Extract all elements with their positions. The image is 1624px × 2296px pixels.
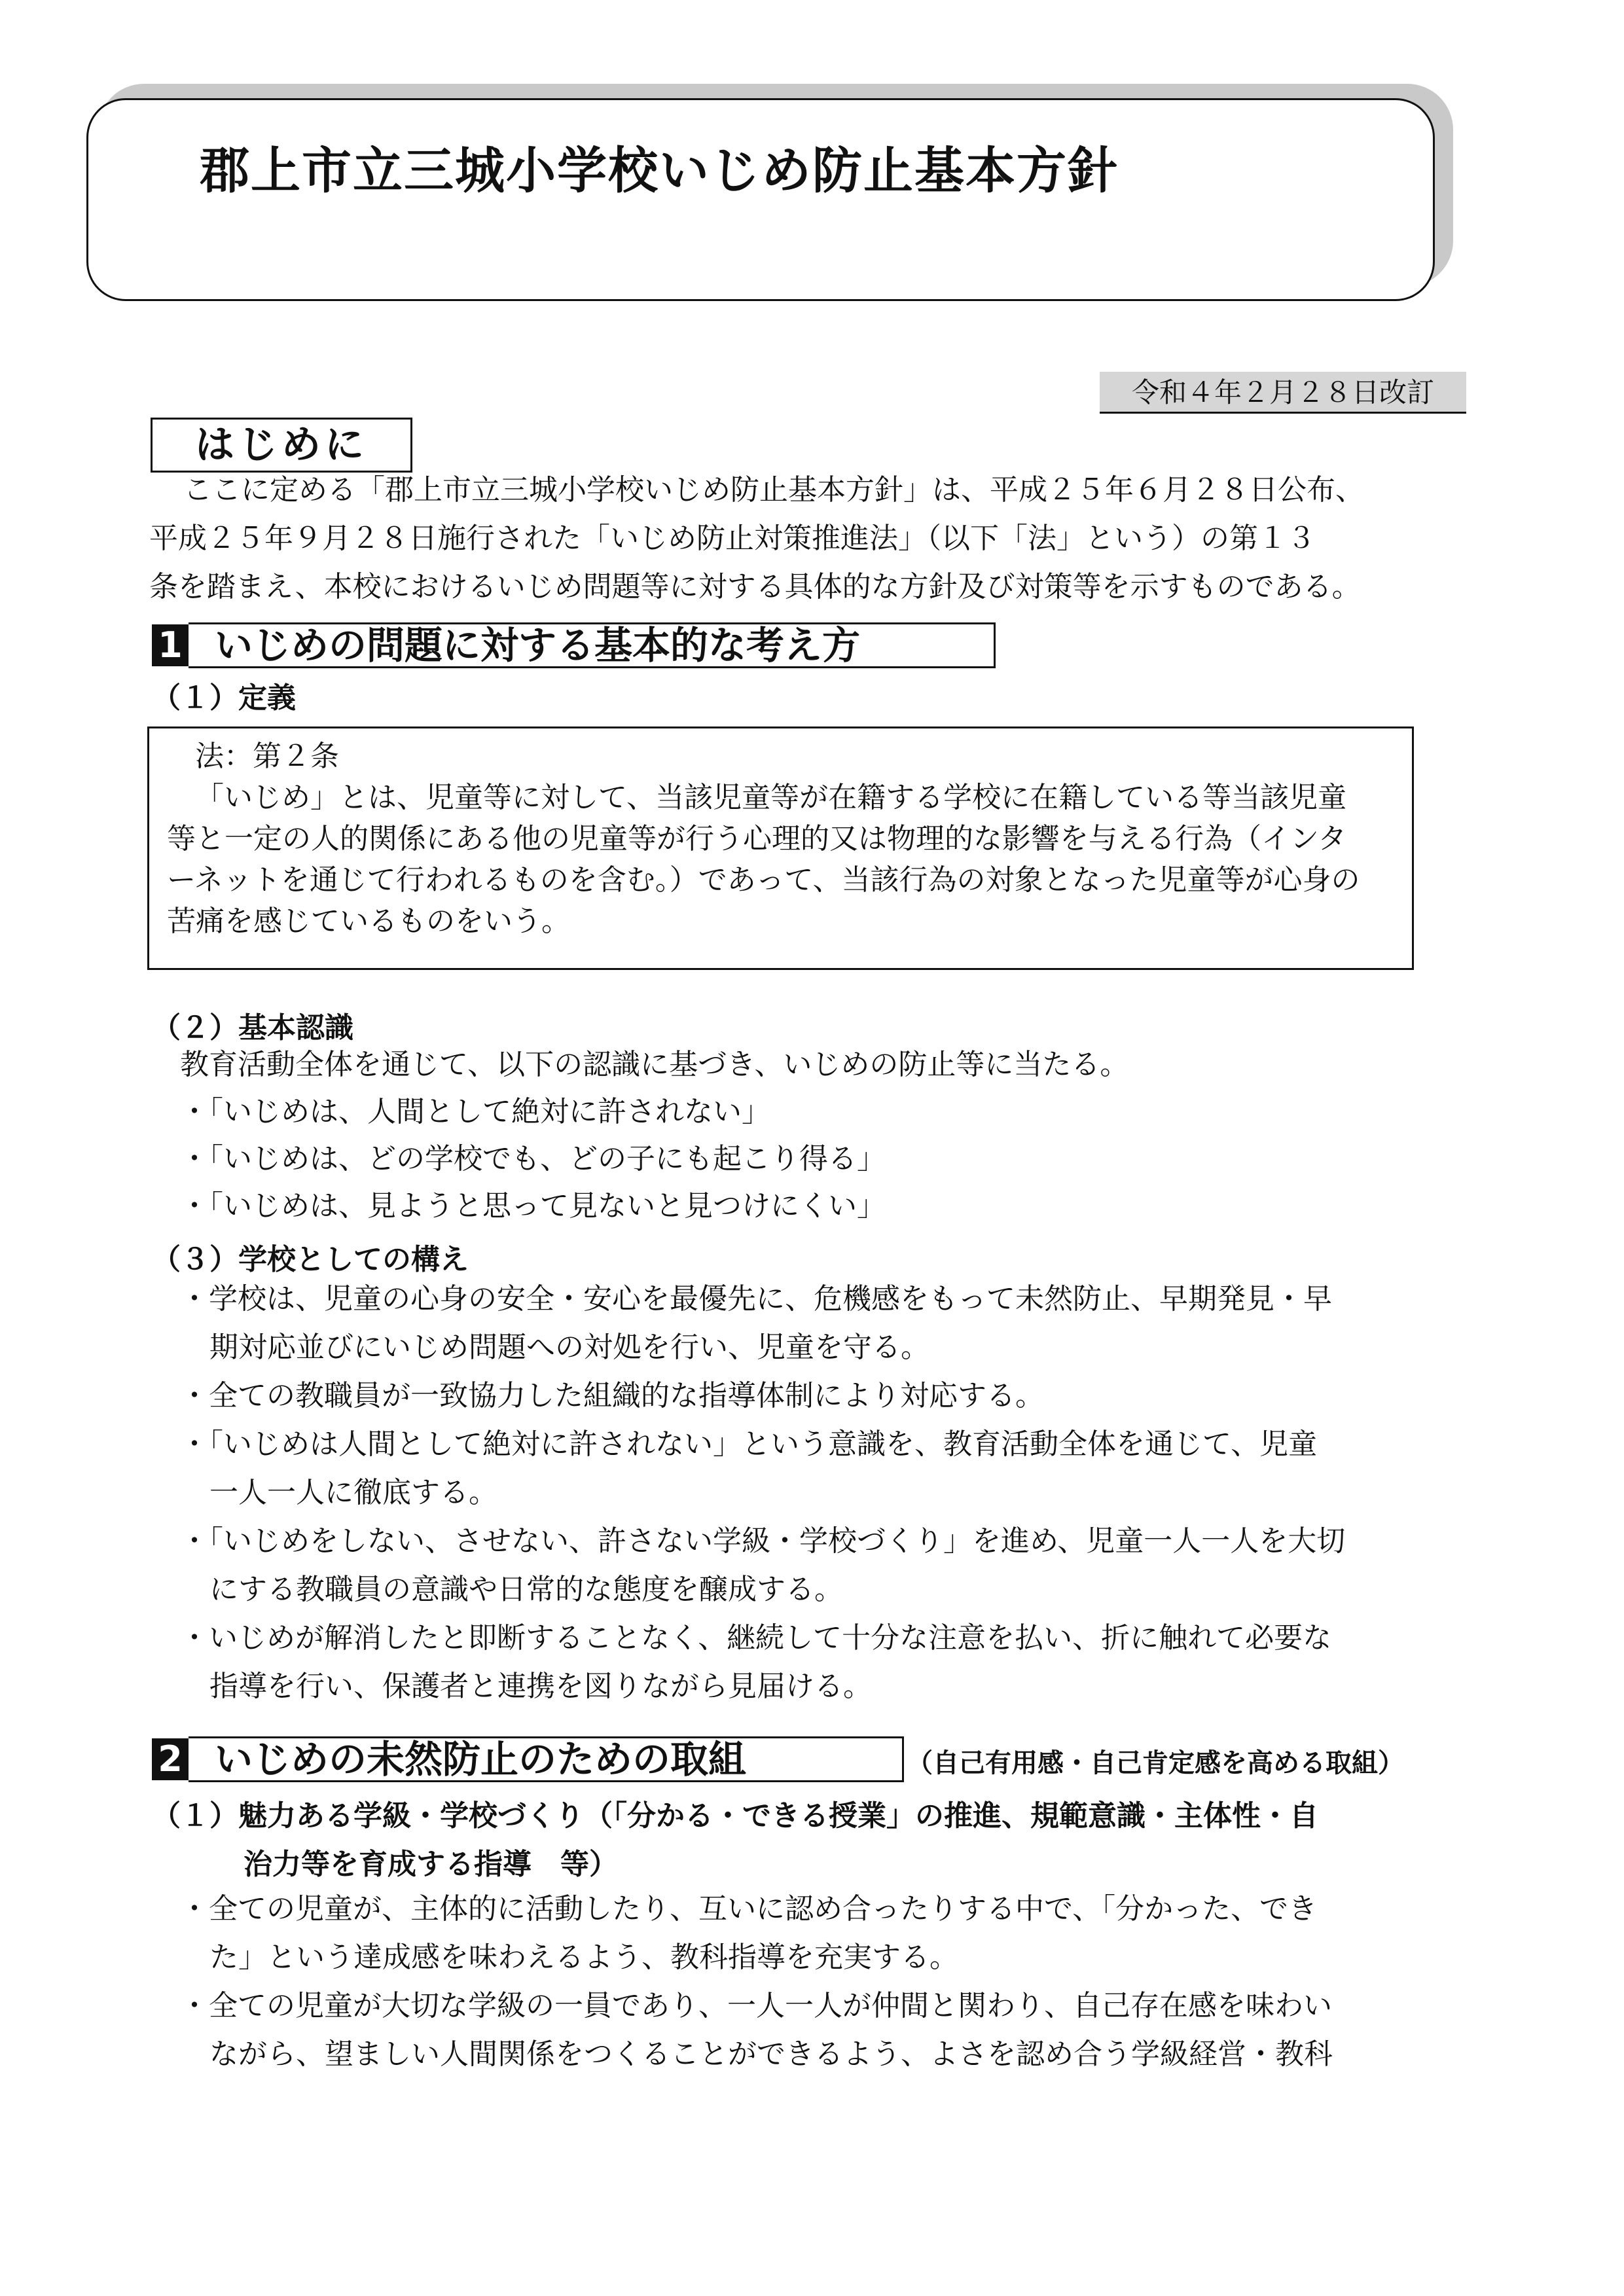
initiative-item-2-line-1: ・全ての児童が大切な学級の一員であり、一人一人が仲間と関わり、自己存在感を味わい: [180, 1989, 1332, 2022]
section-1-sub2-lead: 教育活動全体を通じて、以下の認識に基づき、いじめの防止等に当たる。: [180, 1048, 1129, 1081]
document-title: 郡上市立三城小学校いじめ防止基本方針: [200, 141, 1119, 200]
section-2-sub1-heading-line-1: （１）魅力ある学級・学校づくり（「分かる・できる授業」の推進、規範意識・主体性・自: [152, 1799, 1318, 1833]
recognition-item-2: ・「いじめは、どの学校でも、どの子にも起こり得る」: [180, 1142, 886, 1175]
initiative-item-2-line-2: ながら、望ましい人間関係をつくることができるよう、よさを認め合う学級経営・教科: [209, 2037, 1333, 2071]
recognition-item-3: ・「いじめは、見ようと思って見ないと見つけにくい」: [180, 1189, 886, 1223]
section-1-title: いじめの問題に対する基本的な考え方: [189, 622, 996, 668]
section-2-aside: （自己有用感・自己肯定感を高める取組）: [907, 1748, 1404, 1778]
stance-item-3-line-2: 一人一人に徹底する。: [209, 1476, 497, 1509]
revision-date: 令和４年２月２８日改訂: [1100, 372, 1466, 414]
section-1-sub1-heading: （１）定義: [152, 681, 296, 715]
section-2-title: いじめの未然防止のための取組: [189, 1736, 904, 1782]
stance-item-3-line-1: ・「いじめは人間として絶対に許されない」という意識を、教育活動全体を通じて、児童: [180, 1427, 1318, 1461]
stance-item-4-line-1: ・「いじめをしない、させない、許さない学級・学校づくり」を進め、児童一人一人を大切: [180, 1524, 1346, 1558]
stance-item-4-line-2: にする教職員の意識や日常的な態度を醸成する。: [209, 1573, 843, 1606]
stance-item-1-line-2: 期対応並びにいじめ問題への対処を行い、児童を守る。: [209, 1331, 929, 1364]
intro-line-3: 条を踏まえ、本校におけるいじめ問題等に対する具体的な方針及び対策等を示すものである。: [149, 570, 1361, 603]
stance-item-5-line-2: 指導を行い、保護者と連携を図りながら見届ける。: [209, 1670, 872, 1703]
section-1-number: 1: [152, 624, 189, 666]
stance-item-2-line-1: ・全ての教職員が一致協力した組織的な指導体制により対応する。: [180, 1379, 1044, 1412]
definition-line-1: 法：第２条: [195, 740, 339, 773]
section-2-number: 2: [152, 1738, 189, 1780]
section-1-heading: [152, 620, 996, 668]
definition-line-4: ーネットを通じて行われるものを含む。）であって、当該行為の対象となった児童等が心身の: [167, 863, 1360, 897]
initiative-item-1-line-2: た」という達成感を味わえるよう、教科指導を充実する。: [209, 1941, 958, 1974]
definition-line-2: 「いじめ」とは、児童等に対して、当該児童等が在籍する学校に在籍している等当該児童: [195, 781, 1347, 814]
recognition-item-1: ・「いじめは、人間として絶対に許されない」: [180, 1095, 770, 1128]
stance-item-5-line-1: ・いじめが解消したと即断することなく、継続して十分な注意を払い、折に触れて必要な: [180, 1621, 1332, 1655]
intro-line-1: ここに定める「郡上市立三城小学校いじめ防止基本方針」は、平成２５年６月２８日公布、: [183, 473, 1364, 507]
initiative-item-1-line-1: ・全ての児童が、主体的に活動したり、互いに認め合ったりする中で、「分かった、でき: [180, 1892, 1318, 1926]
intro-heading: はじめに: [151, 418, 412, 473]
section-1-sub3-heading: （３）学校としての構え: [152, 1243, 469, 1276]
section-2-heading: [152, 1734, 904, 1782]
definition-line-5: 苦痛を感じているものをいう。: [167, 905, 570, 938]
intro-line-2: 平成２５年９月２８日施行された「いじめ防止対策推進法」（以下「法」という）の第１３: [149, 522, 1316, 555]
section-2-sub1-heading-line-2: 治力等を育成する指導 等）: [244, 1848, 618, 1881]
definition-line-3: 等と一定の人的関係にある他の児童等が行う心理的又は物理的な影響を与える行為（インタ: [167, 822, 1347, 855]
section-1-sub2-heading: （２）基本認識: [152, 1011, 353, 1045]
stance-item-1-line-1: ・学校は、児童の心身の安全・安心を最優先に、危機感をもって未然防止、早期発見・早: [180, 1282, 1332, 1316]
